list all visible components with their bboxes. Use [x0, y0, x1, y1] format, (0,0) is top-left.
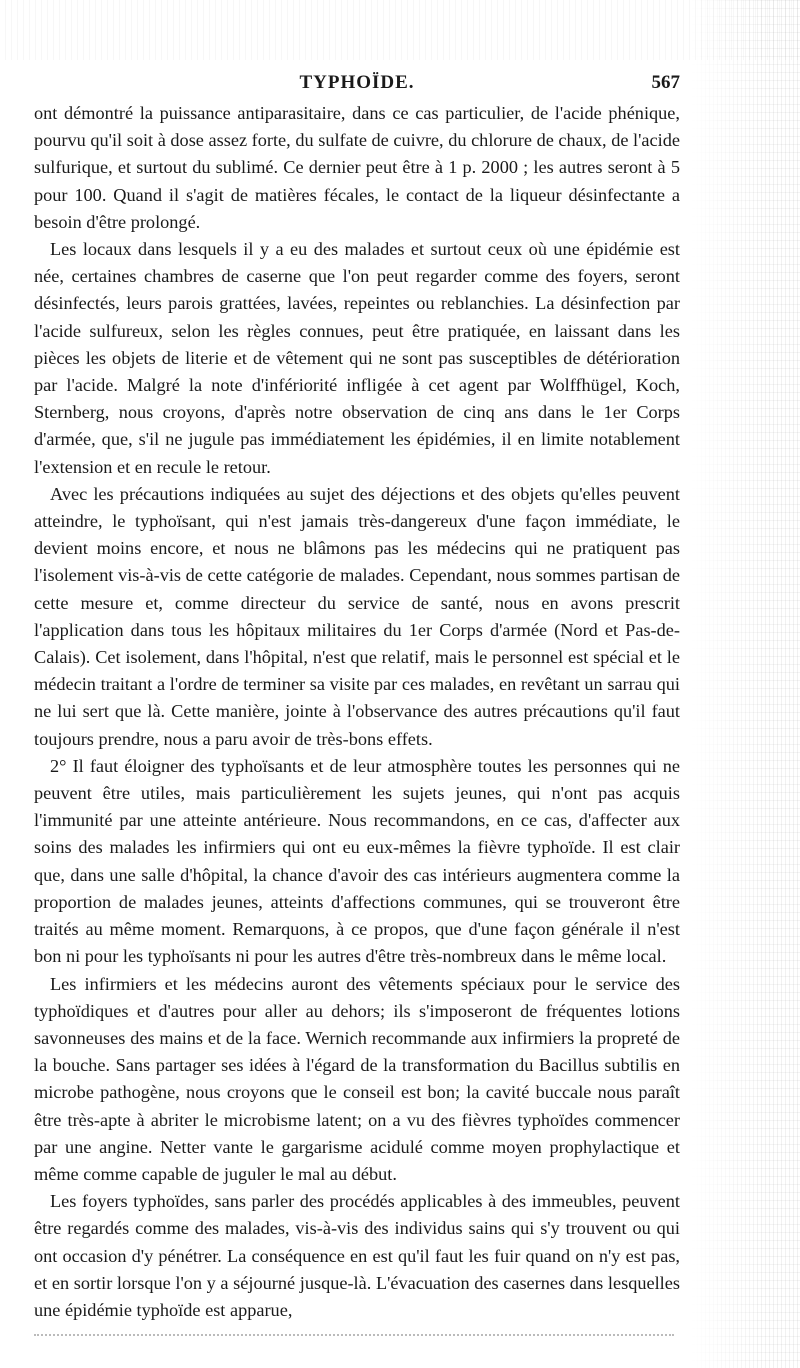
paragraph-infirmiers: Les infirmiers et les médecins auront des vêtements spéciaux pour le service des typhoïdiques et d'autres pour aller au dehors; ils s'imposeront de fréquentes lotions savonneuses des mains et de la face. Wernich recommande aux infirmiers la propreté de la bouche. Sans partager ses idées à l'égard de la transformation du Bacillus subtilis en microbe pathogène, nous croyons que le conseil est bon; la cavité buccale nous paraît être très-apte à abriter le microbisme latent; on a vu des fièvres typhoïdes commencer par une angine. Netter vante le gargarisme acidulé comme moyen prophylactique et même comme capable de juguler le mal au début.	[34, 973, 680, 1184]
paragraph-eloigner: 2° Il faut éloigner des typhoïsants et de leur atmosphère toutes les personnes qui ne peuvent être utiles, mais particulièrement les sujets jeunes, qui n'ont pas acquis l'immunité par une atteinte antérieure. Nous recommandons, en ce cas, d'affecter aux soins des malades les infirmiers qui ont eu eux-mêmes la fièvre typhoïde. Il est clair que, dans une salle d'hôpital, la chance d'avoir des cas intérieurs augmentera comme la proportion de malades jeunes, atteints d'affections communes, qui se trouveront être traités au même moment. Remarquons, à ce propos, que d'une façon générale il n'est bon ni pour les typhoïsants ni pour les autres d'être très-nombreux dans le même local.	[34, 755, 680, 967]
paragraph-continuation: ont démontré la puissance antiparasitaire, dans ce cas particulier, de l'acide phénique, pourvu qu'il soit à dose assez forte, du sulfate de cuivre, du chlorure de chaux, de l'acide sulfurique, et surtout du sublimé. Ce dernier peut être à 1 p. 2000 ; les autres seront à 5 pour 100. Quand il s'agit de matières fécales, le contact de la liqueur désinfectante a besoin d'être prolongé.	[34, 103, 680, 232]
running-head: TYPHOÏDE.	[299, 72, 415, 93]
paragraph-disinfection-locaux: Les locaux dans lesquels il y a eu des malades et surtout ceux où une épidémie est née, certaines chambres de caserne que l'on peut regarder comme des foyers, seront désinfectés, leurs parois grattées, lavées, repeintes ou reblanchies. La désinfection par l'acide sulfureux, selon les règles connues, peut être pratiquée, en laissant dans les pièces les objets de literie et de vêtement qui ne sont pas susceptibles de détérioration par l'acide. Malgré la note d'infériorité infligée à cet agent par Wolffhügel, Koch, Sternberg, nous croyons, d'après notre observation de cinq ans dans le 1er Corps d'armée, que, s'il ne jugule pas immédiatement les épidémies, il en limite notablement l'extension et en recule le retour.	[34, 239, 680, 477]
scan-noise-bottom	[34, 1334, 674, 1338]
page-header	[34, 72, 680, 96]
page-number: 567	[651, 72, 680, 93]
paragraph-foyers: Les foyers typhoïdes, sans parler des procédés applicables à des immeubles, peuvent être regardés comme des malades, vis-à-vis des individus sains qui s'y trouvent ou qui ont occasion d'y pénétrer. La conséquence en est qu'il faut les fuir quand on n'y est pas, et en sortir lorsque l'on y a séjourné jusque-là. L'évacuation des casernes dans lesquelles une épidémie typhoïde est apparue,	[34, 1191, 680, 1320]
scan-noise-top	[0, 0, 800, 60]
scan-noise-right-edge	[690, 0, 800, 1368]
paragraph-isolement: Avec les précautions indiquées au sujet des déjections et des objets qu'elles peuvent atteindre, le typhoïsant, qui n'est jamais très-dangereux d'une façon immédiate, le devient moins encore, et nous ne blâmons pas les médecins qui ne pratiquent pas l'isolement vis-à-vis de cette catégorie de malades. Cependant, nous sommes partisan de cette mesure et, comme directeur du service de santé, nous en avons prescrit l'application dans tous les hôpitaux militaires du 1er Corps d'armée (Nord et Pas-de-Calais). Cet isolement, dans l'hôpital, n'est que relatif, mais le personnel est spécial et le médecin traitant a l'ordre de terminer sa visite par ces malades, en revêtant un sarrau qui ne lui sert que là. Cette manière, jointe à l'observance des autres précautions qu'il faut toujours prendre, nous a paru avoir de très-bons effets.	[34, 483, 680, 749]
body-text	[34, 100, 680, 1324]
